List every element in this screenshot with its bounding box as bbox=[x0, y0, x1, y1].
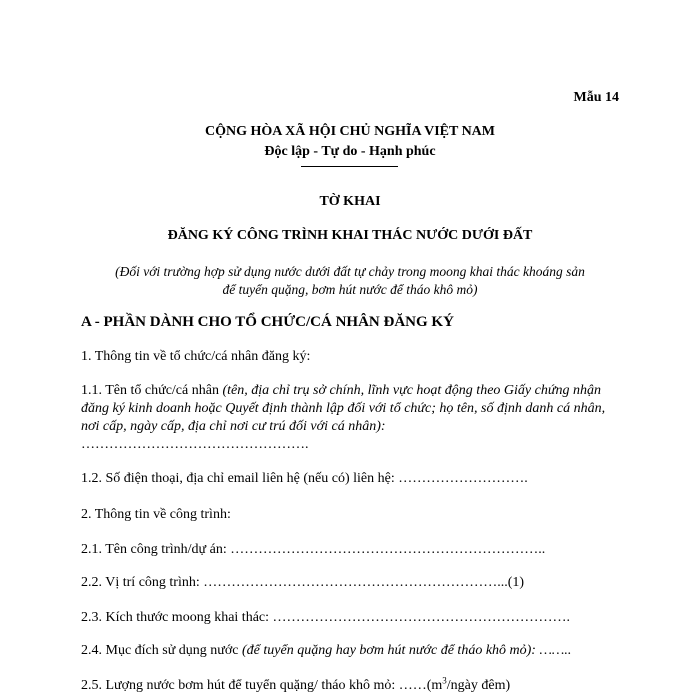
scope-note-line-2: để tuyển quặng, bơm hút nước để tháo khô mỏ) bbox=[222, 282, 478, 297]
item-2-5-superscript: 3 bbox=[442, 675, 447, 686]
item-2-4-label: 2.4. Mục đích sử dụng nước bbox=[81, 643, 243, 658]
document-title: TỜ KHAI bbox=[319, 194, 381, 209]
national-motto: Độc lập - Tự do - Hạnh phúc bbox=[264, 144, 436, 159]
item-1-1-organization-name bbox=[81, 382, 621, 454]
national-title: CỘNG HÒA XÃ HỘI CHỦ NGHĨA VIỆT NAM bbox=[204, 124, 495, 139]
item-2-facility-info: 2. Thông tin về công trình: bbox=[81, 507, 231, 522]
item-1-1-dots: …………………………………………. bbox=[81, 437, 309, 452]
item-1-2-contact: 1.2. Số điện thoại, địa chỉ email liên hệ (nếu có) liên hệ: ………………………. bbox=[81, 471, 528, 486]
item-2-4-hint: (để tuyển quặng hay bơm hút nước để tháo khô mỏ): …….. bbox=[242, 643, 572, 658]
item-1-organization-info: 1. Thông tin về tổ chức/cá nhân đăng ký: bbox=[81, 349, 311, 364]
scope-note-line-1: (Đối với trường hợp sử dụng nước dưới đất tự chảy trong moong khai thác khoáng sản bbox=[115, 264, 585, 279]
section-a-heading: A - PHẦN DÀNH CHO TỔ CHỨC/CÁ NHÂN ĐĂNG KÝ bbox=[81, 314, 454, 330]
document-subtitle: ĐĂNG KÝ CÔNG TRÌNH KHAI THÁC NƯỚC DƯỚI ĐẤT bbox=[167, 228, 533, 243]
item-2-5-pumping-volume bbox=[81, 677, 621, 695]
item-2-5-unit: /ngày đêm) bbox=[446, 678, 511, 693]
item-2-3-pit-size: 2.3. Kích thước moong khai thác: ………………………………………………………. bbox=[81, 610, 571, 625]
item-1-1-hint: (tên, địa chỉ trụ sở chính, lĩnh vực hoạt động theo Giấy chứng nhận đăng ký kinh doanh hoặc Quyết định thành lập đối với tổ chức; họ tên, số định danh cá nhân, nơi cấp, ngày cấp, địa chỉ nơi cư trú đối với cá nhân): bbox=[81, 383, 606, 434]
item-1-1-label: 1.1. Tên tổ chức/cá nhân bbox=[81, 383, 223, 398]
item-2-5-label: 2.5. Lượng nước bơm hút để tuyển quặng/ tháo khô mỏ: ……(m bbox=[81, 678, 443, 693]
form-code: Mẫu 14 bbox=[573, 90, 619, 105]
motto-underline bbox=[301, 166, 398, 167]
document-scope-note bbox=[0, 263, 700, 299]
item-2-2-location: 2.2. Vị trí công trình: ………………………………………………………...(1) bbox=[81, 575, 525, 590]
item-2-4-water-purpose bbox=[81, 642, 621, 660]
item-2-1-project-name: 2.1. Tên công trình/dự án: ………………………………………………………….. bbox=[81, 542, 546, 557]
